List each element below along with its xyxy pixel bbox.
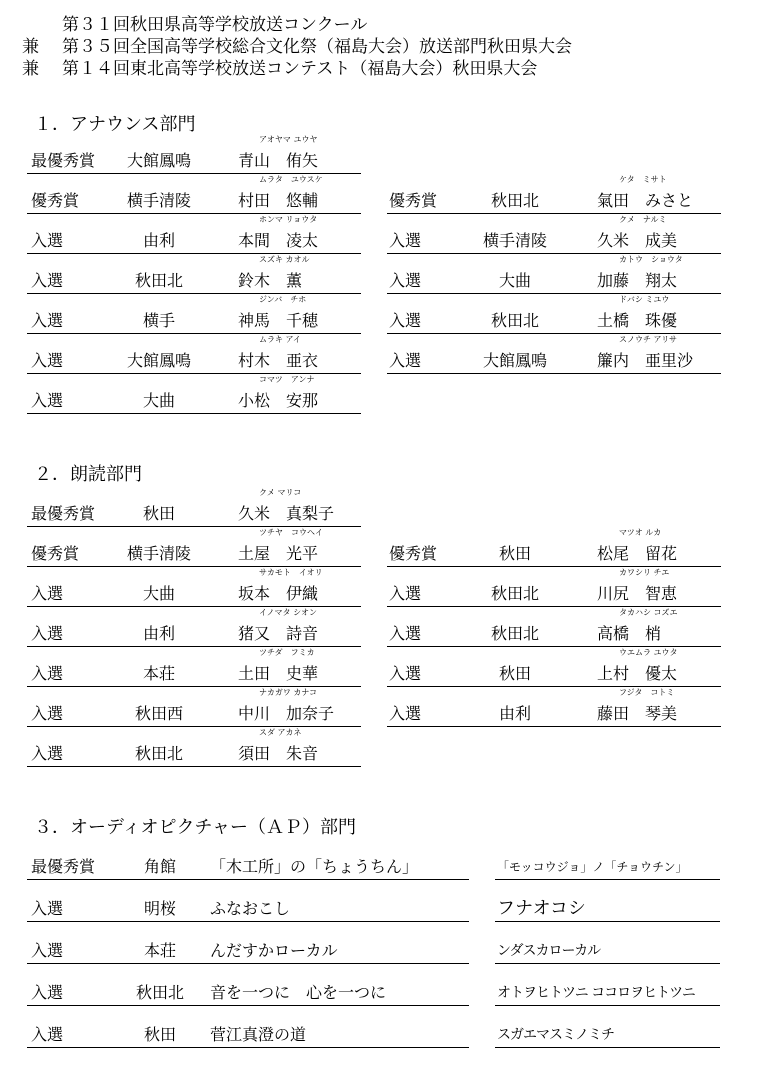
award-label: 入選 [31,1025,64,1044]
award-label: 入選 [389,271,422,290]
work-title: ふなおこし [210,899,291,918]
row-underline [495,1005,720,1006]
school-name: 横手 [142,311,176,330]
award-label: 優秀賞 [389,191,438,210]
award-label: 優秀賞 [389,544,438,563]
school-name: 秋田 [142,504,176,523]
name-reading: クメ ナルミ [619,215,667,224]
school-name: 大館鳳鳴 [126,151,192,170]
award-label: 入選 [31,231,64,250]
header-line-2-prefix: 兼 [22,37,39,57]
name-reading: コマツ アンナ [259,375,315,384]
school-name: 横手清陵 [126,191,192,210]
student-name: 鈴木 薫 [238,271,303,290]
section-title-announce: １．アナウンス部門 [34,114,196,135]
student-name: 松尾 留花 [597,544,678,563]
school-name: 秋田北 [134,744,184,763]
table-row [495,966,720,1006]
award-label: 入選 [389,311,422,330]
student-name: 本間 凌太 [238,231,319,250]
student-name: 久米 真梨子 [238,504,335,523]
row-underline [495,963,720,964]
table-row [387,607,721,647]
name-reading: ドバシ ミユウ [619,295,670,304]
student-name: 高橋 梢 [597,624,662,643]
student-name: 青山 侑矢 [238,151,319,170]
school-name: 大館鳳鳴 [126,351,192,370]
school-name: 由利 [498,704,532,723]
name-reading: スダ アカネ [259,728,302,737]
award-label: 入選 [31,624,64,643]
award-label: 優秀賞 [31,191,80,210]
name-reading: フジタ コトミ [619,688,675,697]
table-row [27,1008,469,1048]
row-underline [495,921,720,922]
award-label: 入選 [31,351,64,370]
student-name: 氣田 みさと [597,191,694,210]
school-name: 秋田 [498,544,532,563]
row-underline [495,879,720,880]
table-row [495,1008,720,1048]
row-underline [387,726,721,727]
table-row [27,374,361,414]
school-name: 本荘 [143,941,177,960]
table-row [27,966,469,1006]
work-title: 菅江真澄の道 [210,1025,307,1044]
table-row [495,840,720,880]
student-name: 小松 安那 [238,391,319,410]
student-name: 土屋 光平 [238,544,319,563]
work-title-kana: オトヲヒトツニ ココロヲヒトツニ [497,985,695,1001]
table-row [27,294,361,334]
name-reading: ホンマ リョウタ [259,215,318,224]
award-label: 最優秀賞 [31,857,96,876]
header-line-3-text: 第１４回東北高等学校放送コンテスト（福島大会）秋田県大会 [62,59,538,79]
name-reading: ナカガワ カナコ [259,688,318,697]
name-reading: スノウチ アリサ [619,335,678,344]
section-title-audio-picture: ３．オーディオピクチャー（ＡＰ）部門 [34,817,357,838]
header-line-3-prefix: 兼 [22,59,39,79]
header-line-1-text: 第３１回秋田県高等学校放送コンクール [62,15,368,35]
table-row [495,924,720,964]
award-label: 入選 [31,744,64,763]
award-label: 入選 [389,624,422,643]
school-name: 横手清陵 [126,544,192,563]
table-row [27,174,361,214]
table-row [27,527,361,567]
school-name: 大曲 [498,271,532,290]
row-underline [27,963,469,964]
table-row [387,334,721,374]
student-name: 神馬 千穂 [238,311,319,330]
award-label: 入選 [389,704,422,723]
award-label: 最優秀賞 [31,504,96,523]
name-reading: ツチヤ コウヘイ [259,528,323,537]
table-row [387,647,721,687]
name-reading: アオヤマ ユウヤ [259,135,318,144]
row-underline [27,879,469,880]
student-name: 須田 朱音 [238,744,319,763]
table-row [27,567,361,607]
award-label: 入選 [31,941,64,960]
school-name: 大曲 [142,584,176,603]
name-reading: タカハシ コズエ [619,608,678,617]
table-row [27,727,361,767]
table-row [387,527,721,567]
student-name: 村田 悠輔 [238,191,319,210]
row-underline [27,413,361,414]
school-name: 秋田北 [490,624,540,643]
name-reading: サカモト イオリ [259,568,323,577]
table-row [27,687,361,727]
award-label: 最優秀賞 [31,151,96,170]
school-name: 由利 [142,624,176,643]
work-title-kana: 「モッコウジョ」ノ「チョウチン」 [497,860,688,874]
section-title-recitation: ２．朗読部門 [34,464,142,485]
student-name: 簾内 亜里沙 [597,351,694,370]
table-row [27,924,469,964]
name-reading: カワシリ チエ [619,568,670,577]
name-reading: ジンバ チホ [259,295,307,304]
name-reading: ムラキ アイ [259,335,301,344]
student-name: 土橋 珠優 [597,311,678,330]
school-name: 由利 [142,231,176,250]
student-name: 上村 優太 [597,664,678,683]
school-name: 大館鳳鳴 [482,351,548,370]
school-name: 角館 [143,857,177,876]
work-title: 「木工所」の「ちょうちん」 [210,857,419,876]
student-name: 加藤 翔太 [597,271,678,290]
award-label: 入選 [31,899,64,918]
row-underline [495,1047,720,1048]
table-row [27,214,361,254]
name-reading: マツオ ルカ [619,528,662,537]
name-reading: カトウ ショウタ [619,255,683,264]
student-name: 川尻 智恵 [597,584,678,603]
student-name: 猪又 詩音 [238,624,319,643]
award-label: 入選 [31,704,64,723]
student-name: 土田 史華 [238,664,319,683]
table-row [495,882,720,922]
work-title-kana: フナオコシ [497,898,586,919]
row-underline [27,1047,469,1048]
name-reading: ムラタ ユウスケ [259,175,323,184]
award-label: 入選 [31,391,64,410]
table-row [27,882,469,922]
row-underline [27,921,469,922]
student-name: 藤田 琴美 [597,704,678,723]
table-row [27,840,469,880]
name-reading: ツチダ フミカ [259,648,315,657]
student-name: 久米 成美 [597,231,678,250]
award-label: 入選 [31,664,64,683]
table-row [27,254,361,294]
school-name: 横手清陵 [482,231,548,250]
row-underline [387,373,721,374]
row-underline [27,1005,469,1006]
name-reading: ウエムラ ユウタ [619,648,678,657]
award-label: 入選 [389,351,422,370]
award-label: 入選 [31,271,64,290]
row-underline [27,766,361,767]
school-name: 大曲 [142,391,176,410]
name-reading: ケタ ミサト [619,175,667,184]
work-title: 音を一つに 心を一つに [210,983,387,1002]
name-reading: クメ マリコ [259,488,302,497]
student-name: 村木 亜衣 [238,351,319,370]
school-name: 秋田北 [490,584,540,603]
work-title-kana: スガエマスミノミチ [497,1027,614,1043]
award-label: 入選 [31,584,64,603]
table-row [387,294,721,334]
header-line-2-text: 第３５回全国高等学校総合文化祭（福島大会）放送部門秋田県大会 [62,37,572,57]
school-name: 秋田 [143,1025,177,1044]
award-label: 入選 [31,311,64,330]
school-name: 秋田北 [490,311,540,330]
work-title-kana: ンダスカローカル [497,943,601,959]
award-label: 入選 [389,584,422,603]
table-row [387,174,721,214]
school-name: 秋田北 [490,191,540,210]
work-title: んだすかローカル [210,941,338,960]
name-reading: イノマタ シオン [259,608,318,617]
table-row [27,647,361,687]
student-name: 坂本 伊織 [238,584,319,603]
school-name: 秋田北 [134,271,184,290]
school-name: 本荘 [142,664,176,683]
table-row [387,254,721,294]
award-label: 入選 [31,983,64,1002]
school-name: 秋田北 [135,983,185,1002]
award-label: 入選 [389,231,422,250]
school-name: 明桜 [143,899,177,918]
table-row [27,334,361,374]
school-name: 秋田 [498,664,532,683]
school-name: 秋田西 [134,704,184,723]
award-label: 優秀賞 [31,544,80,563]
table-row [387,214,721,254]
award-label: 入選 [389,664,422,683]
table-row [387,687,721,727]
student-name: 中川 加奈子 [238,704,335,723]
table-row [387,567,721,607]
table-row [27,607,361,647]
name-reading: スズキ カオル [259,255,310,264]
table-row [27,487,361,527]
table-row [27,134,361,174]
